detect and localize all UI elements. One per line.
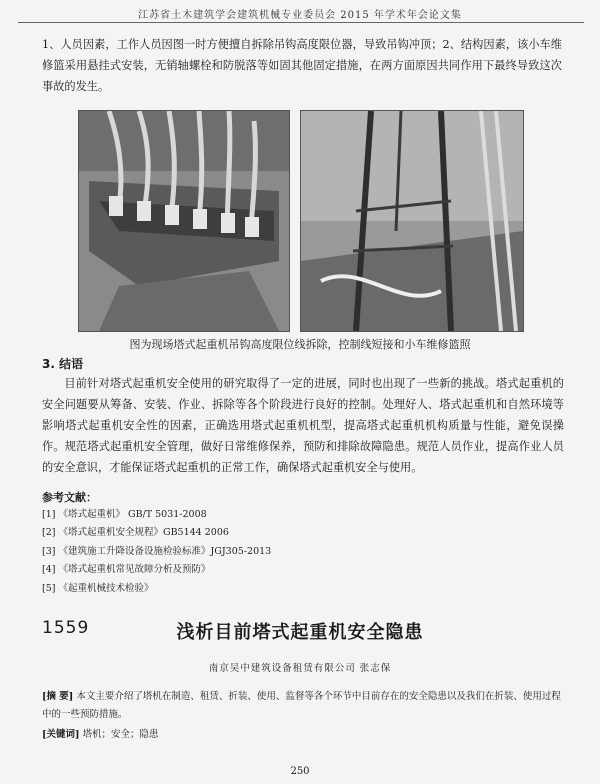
keywords-text: 塔机；安全；隐患 bbox=[82, 729, 159, 740]
article-number: 1559 bbox=[42, 618, 90, 638]
abstract-text: 本文主要介绍了塔机在制造、租赁、折装、使用、监督等各个环节中目前存在的安全隐患以及我们在折装、使用过程中的一些预防措施。 bbox=[42, 691, 561, 720]
reference-item: [4] 《塔式起重机常见故障分析及预防》 bbox=[42, 564, 211, 576]
article-keywords bbox=[42, 726, 562, 740]
running-header: 江苏省土木建筑学会建筑机械专业委员会 2015 年学术年会论文集 bbox=[138, 10, 462, 21]
article-abstract bbox=[42, 688, 562, 724]
reference-item: [5] 《起重机械技术检验》 bbox=[42, 582, 154, 594]
reference-item: [2] 《塔式起重机安全规程》GB5144 2006 bbox=[42, 527, 229, 539]
paragraph-conclusion: 目前针对塔式起重机安全使用的研究取得了一定的进展，同时也出现了一些新的挑战。塔式起重机的安全问题要从筹备、安装、作业、拆除等各个阶段进行良好的控制。处理好人、塔式起重机和自然环境等影响塔式起重机安全性的因素，正确选用塔式起重机机型，提高塔式起重机机构质量与性能，避免误操作。规范塔式起重机安全管理，做好日常维修保养，预防和排除故障隐患。规范人员作业，提高作业人员的安全意识，才能保证塔式起重机的正常工作，确保塔式起重机安全与使用。 bbox=[42, 377, 564, 474]
photo-hook-limit-wiring-art bbox=[79, 111, 289, 331]
references-heading: 参考文献： bbox=[42, 491, 97, 504]
reference-list bbox=[42, 506, 562, 598]
page-number: 250 bbox=[290, 766, 310, 777]
photo-trolley-maintenance-basket bbox=[300, 110, 524, 332]
photo-trolley-maintenance-basket-art bbox=[301, 111, 523, 331]
photo-hook-limit-wiring bbox=[78, 110, 290, 332]
reference-item: [1] 《塔式起重机》 GB/T 5031-2008 bbox=[42, 509, 207, 520]
keywords-label: [关键词] bbox=[42, 729, 80, 740]
abstract-label: [摘 要] bbox=[42, 691, 74, 702]
figure-caption: 图为现场塔式起重机吊钩高度限位线拆除，控制线短接和小车维修篮照 bbox=[129, 338, 471, 351]
paragraph-accident-causes: 1、人员因素，工作人员因图一时方便擅自拆除吊钩高度限位器，导致吊钩冲顶；2、结构因素，该小车维修篮采用悬挂式安装，无销轴螺栓和防脱落等如固其他固定措施，在两方面原因共同作用下最终导致这次事故的发生。 bbox=[42, 38, 562, 93]
article-title: 浅析目前塔式起重机安全隐患 bbox=[176, 622, 424, 643]
header-rule bbox=[18, 22, 584, 23]
article-author: 南京吴中建筑设备租赁有限公司 张志保 bbox=[208, 663, 392, 674]
section-heading-conclusion: 3. 结语 bbox=[42, 357, 84, 371]
reference-item: [3] 《建筑施工升降设备设施检验标准》JGJ305-2013 bbox=[42, 545, 272, 557]
